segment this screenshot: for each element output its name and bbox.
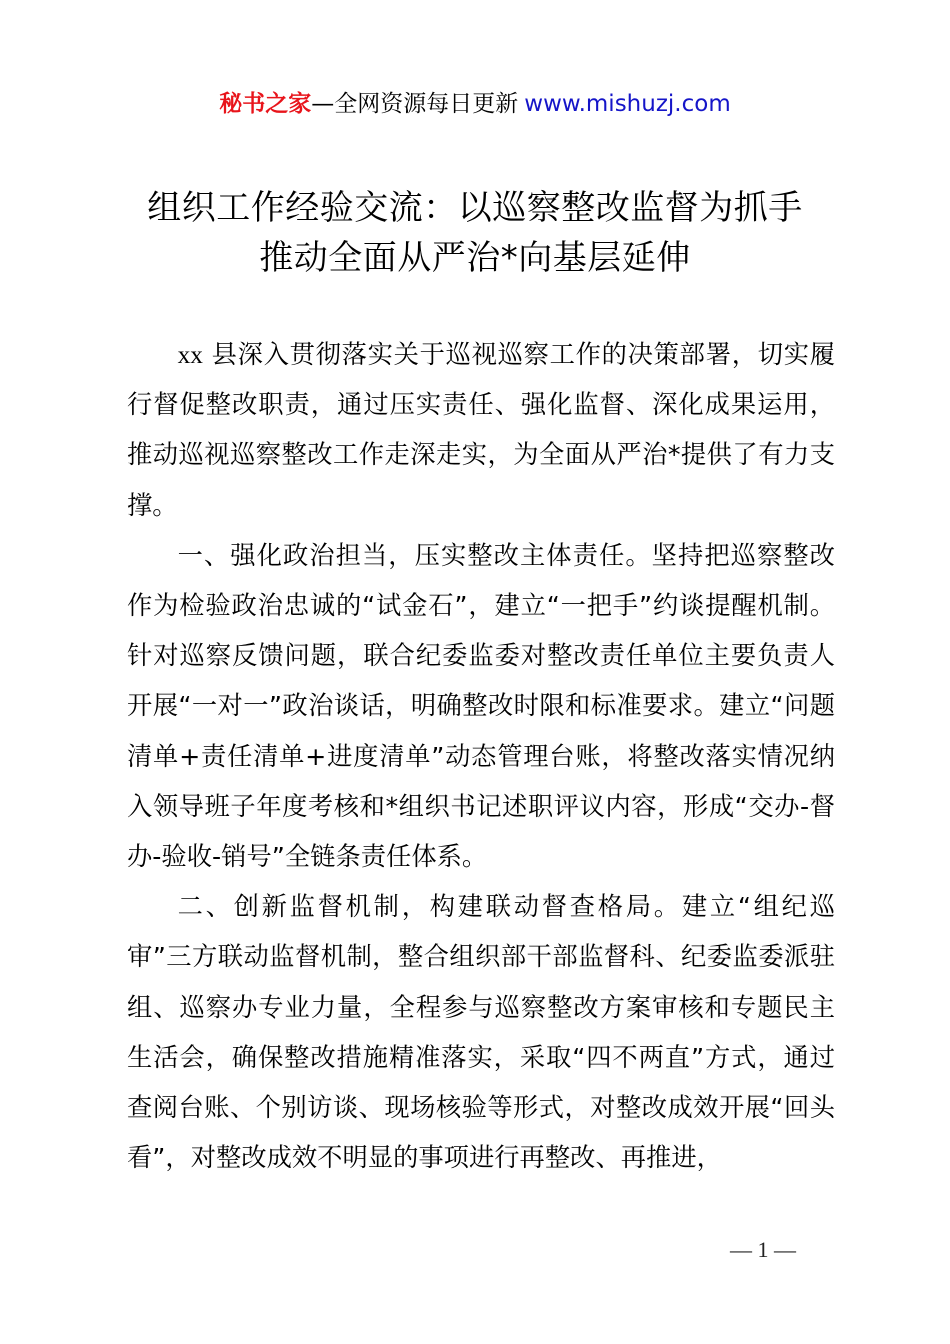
county-placeholder: xx — [177, 341, 203, 369]
intro-text: 县深入贯彻落实关于巡视巡察工作的决策部署，切实履行督促整改职责，通过压实责任、强化监督、深化成果运用，推动巡视巡察整改工作走深走实，为全面从严治*提供了有力支撑。 — [127, 340, 835, 520]
site-banner — [0, 86, 950, 122]
page-number: — 1 — — [730, 1237, 796, 1262]
section-paragraph-2 — [127, 882, 835, 1183]
title-line-2: 推动全面从严治*向基层延伸 — [259, 238, 691, 278]
banner-slogan: —全网资源每日更新 — [311, 91, 519, 117]
document-title — [0, 183, 950, 283]
title-line-1: 组织工作经验交流：以巡察整改监督为抓手 — [147, 188, 803, 228]
intro-paragraph — [127, 330, 835, 531]
brand-name: 秘书之家 — [219, 91, 312, 117]
section-paragraph-1 — [127, 531, 835, 882]
section-text-2: 建立“组纪巡审”三方联动监督机制，整合组织部干部监督科、纪委监委派驻组、巡察办专业力量，全程参与巡察整改方案审核和专题民主生活会，确保整改措施精准落实，采取“四不两直”方式，通过查阅台账、个别访谈、现场核验等形式，对整改成效开展“回头看”，对整改成效不明显的事项进行再整改、再推进， — [127, 892, 835, 1173]
section-heading-1: 一、强化政治担当，压实整改主体责任。 — [177, 540, 652, 570]
section-heading-2: 二、创新监督机制，构建联动督查格局。 — [177, 892, 682, 922]
document-body — [127, 330, 835, 1183]
section-text-1: 坚持把巡察整改作为检验政治忠诚的“试金石”，建立“一把手”约谈提醒机制。针对巡察反馈问题，联合纪委监委对整改责任单位主要负责人开展“一对一”政治谈话，明确整改时限和标准要求。建立“问题清单+责任清单+进度清单”动态管理台账，将整改落实情况纳入领导班子年度考核和*组织书记述职评议内容，形成“交办-督办-验收-销号”全链条责任体系。 — [127, 540, 835, 872]
site-link[interactable]: www.mishuzj.com — [524, 91, 731, 117]
